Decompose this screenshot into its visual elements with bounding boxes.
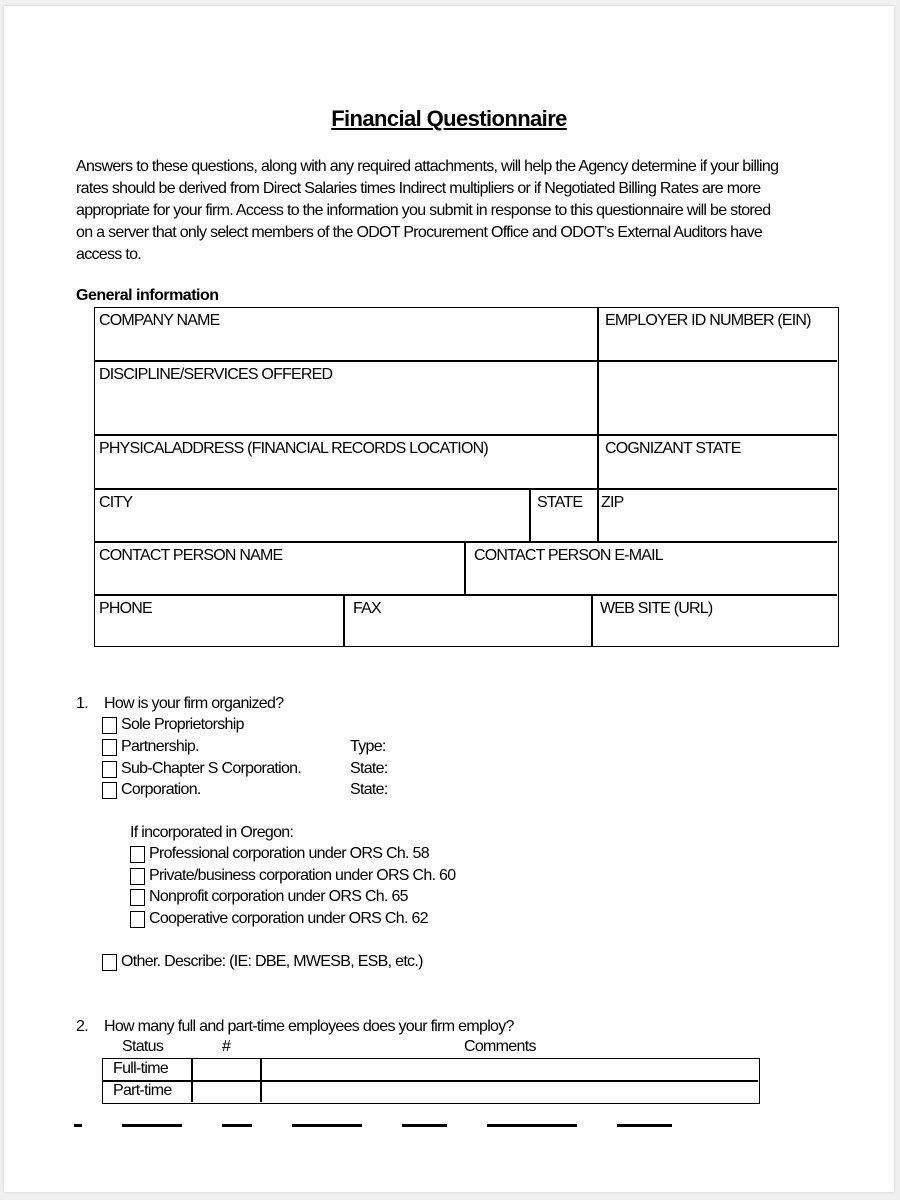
checkbox[interactable] [130,846,145,863]
intro-line: appropriate for your firm. Access to the information you submit in response to this questionnaire will be stored [76,202,771,219]
option-label: Corporation. [121,781,201,798]
checkbox[interactable] [102,761,117,778]
q2-text: How many full and part-time employees does your firm employ? [104,1018,514,1035]
option-label: Professional corporation under ORS Ch. 58 [149,845,429,862]
checkbox[interactable] [130,889,145,906]
checkbox[interactable] [102,954,117,971]
column-header-status: Status [122,1038,164,1055]
state-field[interactable]: STATE [537,494,583,511]
q1-number: 1. [76,695,88,712]
general-info-heading: General information [76,287,219,304]
table-row-status: Full-time [113,1060,169,1077]
option-professional-corp[interactable] [130,845,429,863]
option-label: Private/business corporation under ORS Ch. 60 [149,867,456,884]
address-field[interactable]: PHYSICALADDRESS (FINANCIAL RECORDS LOCATION) [99,440,488,457]
ein-field[interactable]: EMPLOYER ID NUMBER (EIN) [605,312,811,329]
cognizant-state-field[interactable]: COGNIZANT STATE [605,440,741,457]
checkbox[interactable] [102,739,117,756]
phone-field[interactable]: PHONE [99,600,152,617]
option-label: Other. Describe: (IE: DBE, MWESB, ESB, etc.) [121,953,423,970]
option-corporation[interactable] [102,781,201,799]
oregon-heading: If incorporated in Oregon: [130,824,294,841]
contact-name-field[interactable]: CONTACT PERSON NAME [99,547,283,564]
checkbox[interactable] [130,868,145,885]
intro-line: Answers to these questions, along with any required attachments, will help the Agency determine if your billing [76,158,779,175]
clipped-next-question [74,1124,724,1130]
checkbox[interactable] [130,911,145,928]
option-private-business-corp[interactable] [130,867,455,885]
intro-line: rates should be derived from Direct Salaries times Indirect multipliers or if Negotiated Billing Rates are more [76,180,761,197]
document-page [4,6,894,1192]
option-cooperative-corp[interactable] [130,910,428,928]
contact-email-field[interactable]: CONTACT PERSON E-MAIL [474,547,663,564]
zip-field[interactable]: ZIP [601,494,624,511]
table-row-status: Part-time [113,1082,172,1099]
q2-number: 2. [76,1018,88,1035]
fax-field[interactable]: FAX [353,600,381,617]
option-sole-proprietorship[interactable] [102,716,244,734]
checkbox[interactable] [102,717,117,734]
option-other[interactable] [102,953,423,971]
employees-table [102,1058,760,1104]
state-label: State: [350,781,388,798]
company-name-field[interactable]: COMPANY NAME [99,312,220,329]
option-sub-chapter-s[interactable] [102,760,301,778]
intro-paragraph [76,156,836,266]
option-label: Cooperative corporation under ORS Ch. 62 [149,910,428,927]
city-field[interactable]: CITY [99,494,133,511]
checkbox[interactable] [102,782,117,799]
option-label: Sub-Chapter S Corporation. [121,760,302,777]
option-label: Partnership. [121,738,199,755]
general-info-table [94,307,839,647]
column-header-count: # [222,1038,231,1055]
column-header-comments: Comments [464,1038,536,1055]
state-label: State: [350,760,388,777]
option-nonprofit-corp[interactable] [130,888,408,906]
intro-line: on a server that only select members of the ODOT Procurement Office and ODOT’s External Auditors have [76,224,763,241]
website-field[interactable]: WEB SITE (URL) [600,600,713,617]
discipline-field[interactable]: DISCIPLINE/SERVICES OFFERED [99,366,333,383]
type-label: Type: [350,738,386,755]
option-label: Sole Proprietorship [121,716,244,733]
page-title: Financial Questionnaire [331,106,567,131]
option-label: Nonprofit corporation under ORS Ch. 65 [149,888,408,905]
q1-text: How is your firm organized? [104,695,284,712]
option-partnership[interactable] [102,738,199,756]
intro-line: access to. [76,246,142,263]
